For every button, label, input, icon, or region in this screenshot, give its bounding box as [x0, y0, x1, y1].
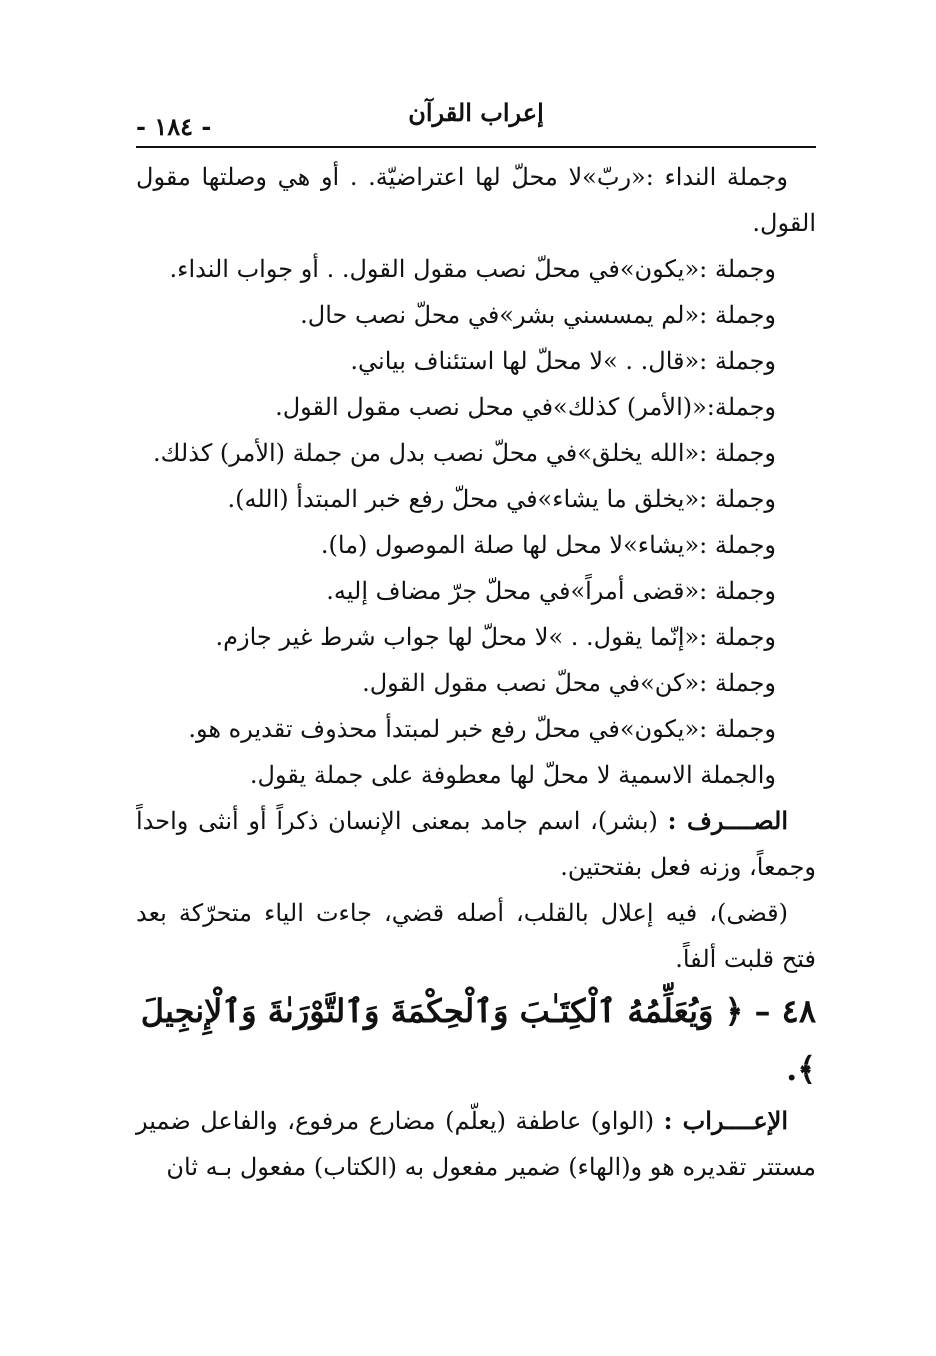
paragraph: وجملة :«يشاء»لا محل لها صلة الموصول (ما). [320, 531, 776, 559]
paragraph: وجملة النداء :«ربّ»لا محلّ لها اعتراضيّة. . أو هي وصلتها مقول القول. [136, 163, 816, 237]
verse-text: ﴿ وَيُعَلِّمُهُ ٱلْكِتَـٰبَ وَٱلْحِكْمَةَ وَٱلتَّوْرَىٰةَ وَٱلْإِنجِيلَ ﴾. [140, 992, 816, 1088]
verse-heading [136, 982, 816, 1098]
sarf-label: الصــــرف : [667, 806, 789, 835]
irab-text: (الواو) عاطفة (يعلّم) مضارع مرفوع، والفاعل ضمير مستتر تقديره هو و(الهاء) ضمير مفعول به (الكتاب) مفعول بـه ثان [136, 1107, 816, 1181]
page-number: - ١٨٤ - [136, 112, 212, 141]
verse-number: ٤٨ – [754, 992, 816, 1030]
sarf-text: (بشر)، اسم جامد بمعنى الإنسان ذكراً أو أنثى واحداً وجمعاً، وزنه فعل بفتحتين. [136, 807, 816, 881]
paragraph: وجملة :«يكون»في محلّ رفع خبر لمبتدأ محذوف تقديره هو. [188, 715, 776, 743]
paragraph: وجملة :«يكون»في محلّ نصب مقول القول. . أو جواب النداء. [169, 255, 776, 283]
paragraph: وجملة:«(الأمر) كذلك»في محل نصب مقول القول. [275, 393, 776, 421]
paragraph: وجملة :«قال. . »لا محلّ لها استئناف بياني. [350, 347, 776, 375]
page-title: إعراب القرآن [408, 98, 544, 127]
page-body [136, 154, 816, 1190]
paragraph: وجملة :«الله يخلق»في محلّ نصب بدل من جملة (الأمر) كذلك. [153, 439, 776, 467]
irab-label: الإعــــراب : [663, 1106, 788, 1135]
paragraph: والجملة الاسمية لا محلّ لها معطوفة على جملة يقول. [249, 761, 776, 789]
paragraph: وجملة :«إنّما يقول. . »لا محلّ لها جواب شرط غير جازم. [215, 623, 776, 651]
paragraph: وجملة :«لم يمسسني بشر»في محلّ نصب حال. [300, 301, 776, 329]
paragraph: وجملة :«قضى أمراً»في محلّ جرّ مضاف إليه. [326, 577, 776, 605]
sarf-paragraph-2: (قضى)، فيه إعلال بالقلب، أصله قضي، جاءت الياء متحرّكة بعد فتح قلبت ألفاً. [136, 899, 816, 973]
page-header [136, 98, 816, 146]
paragraph: وجملة :«يخلق ما يشاء»في محلّ رفع خبر المبتدأ (الله). [227, 485, 776, 513]
paragraph: وجملة :«كن»في محلّ نصب مقول القول. [362, 669, 776, 697]
header-divider [136, 146, 816, 148]
irab-paragraph [136, 1098, 816, 1190]
sarf-paragraph [136, 798, 816, 890]
